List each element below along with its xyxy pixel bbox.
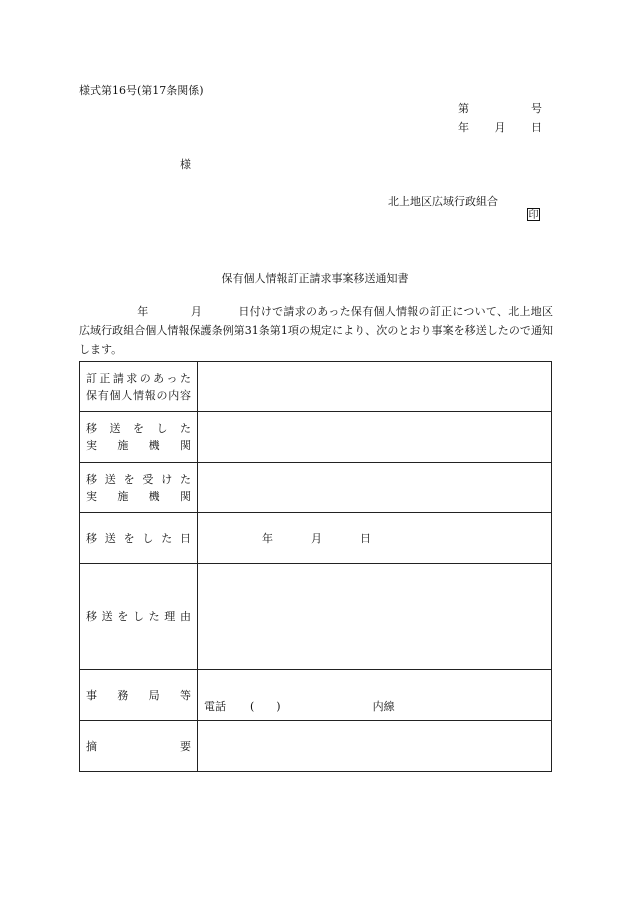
value-remarks[interactable]: [198, 721, 552, 772]
form-table: [79, 361, 552, 772]
document-date: [458, 119, 542, 135]
label-correction-content: [80, 362, 198, 412]
label-line: 訂 正 請 求 の あ っ た: [86, 371, 191, 385]
table-row: [80, 513, 552, 564]
label-line: 摘 要: [86, 739, 191, 753]
phone-label: 電話: [204, 700, 226, 713]
value-secretariat[interactable]: [198, 670, 552, 721]
table-row: [80, 564, 552, 670]
seal-icon: 印: [528, 210, 539, 221]
table-row: [80, 362, 552, 412]
label-transfer-reason: [80, 564, 198, 670]
label-line: 実 施 機 関: [86, 489, 191, 503]
body-year: 年: [137, 305, 149, 318]
label-line: 実 施 機 関: [86, 439, 191, 452]
transfer-date-month: 月: [311, 532, 322, 545]
table-row: [80, 670, 552, 721]
label-transferring-agency: [80, 412, 198, 463]
value-receiving-agency[interactable]: [198, 463, 552, 513]
doc-number-prefix: 第: [458, 102, 469, 115]
doc-date-year: 年: [458, 121, 469, 134]
label-line: 移 送 を 受 け た: [86, 472, 191, 486]
value-transfer-date[interactable]: [198, 513, 552, 564]
extension-label: 内線: [372, 700, 395, 713]
label-secretariat: [80, 670, 198, 721]
value-transferring-agency[interactable]: [198, 412, 552, 463]
addressee: 様: [180, 158, 191, 171]
label-remarks: [80, 721, 198, 772]
phone-paren-open: (: [250, 700, 255, 713]
transfer-date-day: 日: [360, 532, 371, 545]
doc-date-day: 日: [531, 121, 542, 134]
value-correction-content[interactable]: [198, 362, 552, 412]
label-line: 移 送 を し た 理 由: [86, 610, 191, 623]
form-number: 様式第16号(第17条関係): [79, 84, 204, 97]
label-line: 移 送 を し た 日: [86, 531, 191, 545]
document-number: [458, 100, 542, 116]
sender-organization: 北上地区広域行政組合: [388, 195, 498, 208]
label-line: 事 務 局 等: [86, 688, 191, 702]
label-receiving-agency: [80, 463, 198, 513]
doc-number-suffix: 号: [531, 102, 542, 115]
doc-date-month: 月: [494, 121, 506, 134]
value-transfer-reason[interactable]: [198, 564, 552, 670]
label-transfer-date: [80, 513, 198, 564]
phone-paren-close: ): [276, 700, 281, 713]
body-paragraph: [79, 302, 553, 359]
table-row: [80, 721, 552, 772]
document-title: 保有個人情報訂正請求事案移送通知書: [221, 272, 409, 285]
transfer-date-year: 年: [262, 532, 273, 545]
label-line: 移 送 を し た: [86, 422, 191, 435]
body-text: 日付けで請求のあった保有個人情報の訂正について、北上地区広域行政組合個人情報保護条例第31条第1項の規定により、次のとおり事案を移送したので通知します。: [79, 305, 554, 356]
body-month: 月: [190, 305, 203, 318]
table-row: [80, 412, 552, 463]
label-line: 保 有 個 人 情 報 の 内 容: [86, 388, 191, 402]
table-row: [80, 463, 552, 513]
